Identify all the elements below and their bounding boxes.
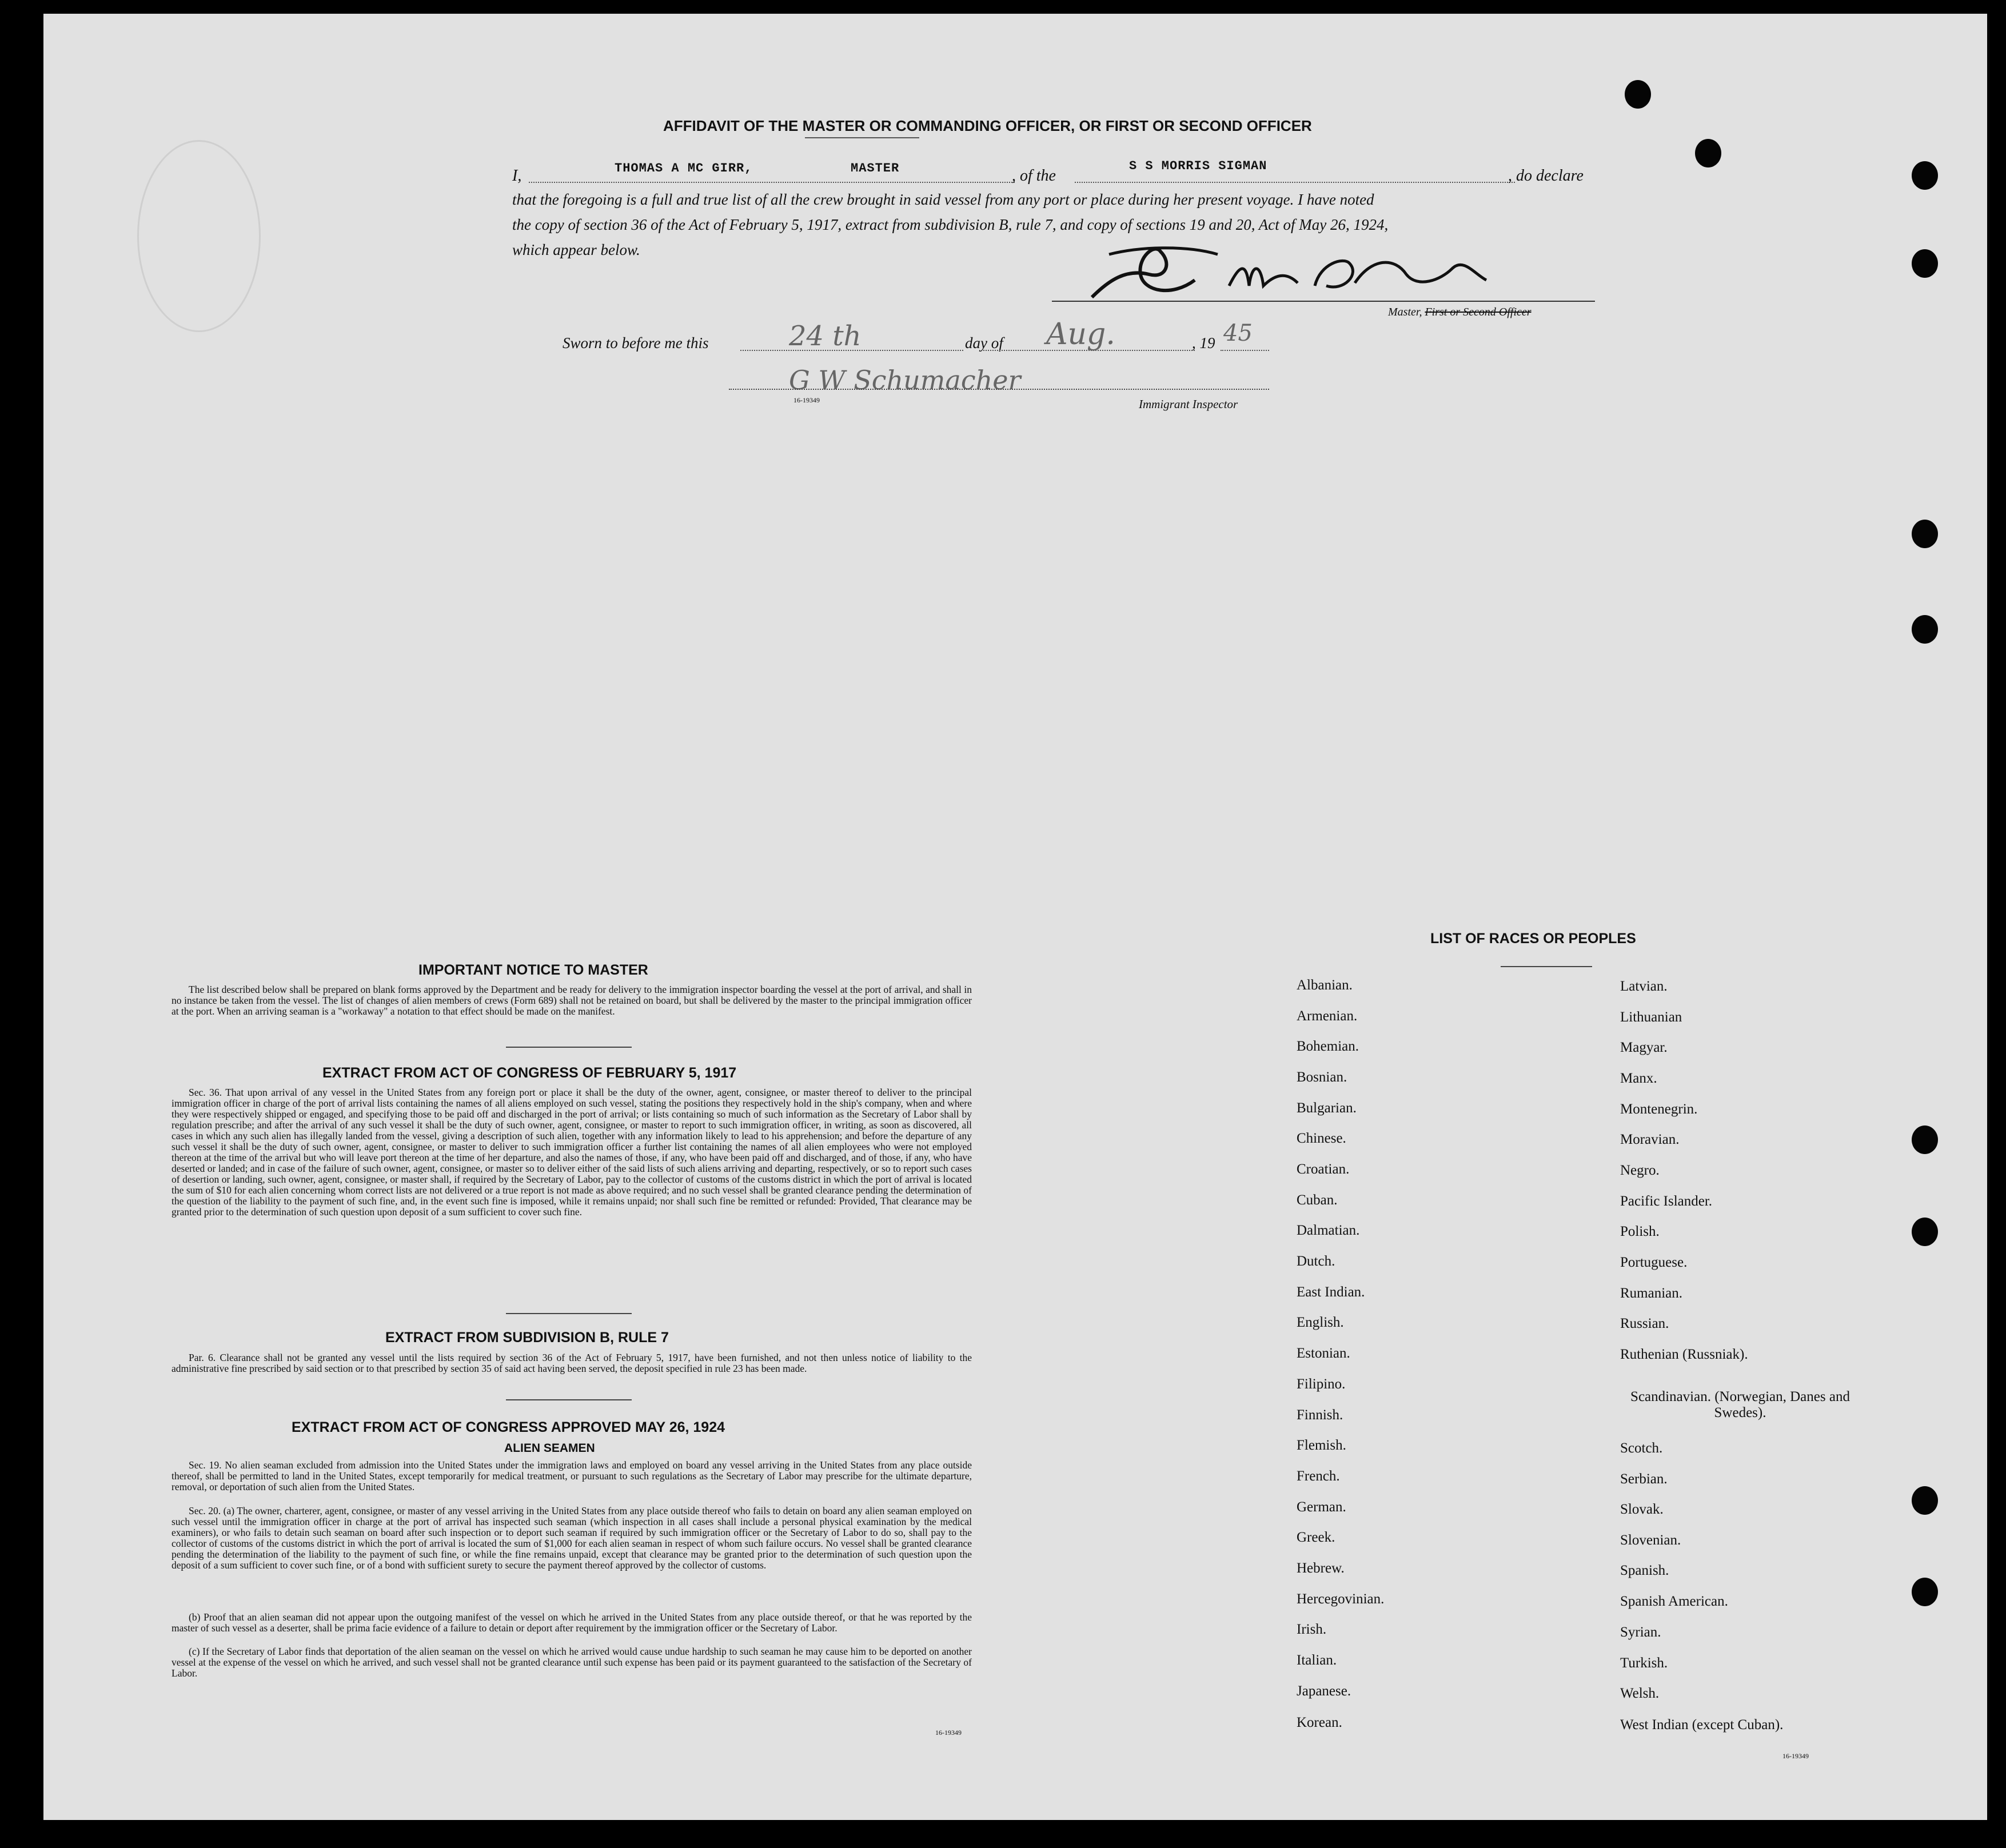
- inspector-line: [729, 389, 1269, 390]
- year-line: [1221, 350, 1269, 351]
- race-item: German.: [1297, 1499, 1346, 1515]
- races-left-column: [1297, 977, 1554, 1749]
- race-item: Slovak.: [1620, 1502, 1664, 1517]
- race-item: Montenegrin.: [1620, 1101, 1698, 1117]
- notice-title: IMPORTANT NOTICE TO MASTER: [418, 962, 648, 978]
- race-item: Bosnian.: [1297, 1069, 1347, 1085]
- race-item: Greek.: [1297, 1530, 1335, 1545]
- race-item: Scandinavian. (Norwegian, Danes and Swedes).: [1630, 1389, 1850, 1420]
- punch-hole: [1912, 1125, 1938, 1154]
- race-item: Magyar.: [1620, 1040, 1668, 1055]
- race-item: Chinese.: [1297, 1131, 1346, 1146]
- form-number: 16-19349: [793, 396, 820, 404]
- section-19-text: Sec. 19. No alien seaman excluded from admission into the United States under the immigration laws and employed on board any vessel arriving in the United States from any place outside thereof, shall be permitted to land in the United States, except temporarily for medical treatment, or pursuant to such regulations as the Secretary of Labor may prescribe for the ultimate departure, removal, or deportation of such alien from the United States.: [172, 1459, 972, 1492]
- race-item: Bulgarian.: [1297, 1100, 1357, 1116]
- race-item: Italian.: [1297, 1653, 1337, 1668]
- affidavit-body-line3: which appear below.: [512, 241, 640, 258]
- punch-hole: [1912, 249, 1938, 278]
- name-line: [529, 182, 1015, 183]
- race-item: Manx.: [1620, 1071, 1657, 1086]
- punch-hole: [1912, 1578, 1938, 1606]
- punch-hole: [1912, 1218, 1938, 1246]
- punch-hole: [1912, 615, 1938, 644]
- race-item: Estonian.: [1297, 1346, 1350, 1361]
- race-item: Spanish American.: [1620, 1594, 1728, 1609]
- race-item: Ruthenian (Russniak).: [1620, 1347, 1748, 1362]
- vessel-line: [1075, 182, 1515, 183]
- race-item: Rumanian.: [1620, 1286, 1683, 1301]
- race-item: Scotch.: [1620, 1440, 1663, 1456]
- race-item: Dutch.: [1297, 1254, 1335, 1269]
- race-item: Russian.: [1620, 1316, 1669, 1331]
- race-item: Lithuanian: [1620, 1009, 1682, 1025]
- punch-hole: [1912, 1486, 1938, 1515]
- section-20a-text: Sec. 20. (a) The owner, charterer, agent, consignee, or master of any vessel arriving in the United States from any place outside thereof who fails to detain on board any alien seaman employed on such vessel until the immigration officer in charge at the port of arrival has inspected such seaman (which inspection in all cases shall include a personal physical examination by the medical examiners), or who fails to detain such seaman on board after such inspection or to deport such seaman if required by such immigration officer or the Secretary of Labor to do so, shall pay to the collector of customs of the customs district in which the port of arrival is located the sum of $1,000 for each alien seaman in respect of whom such failure occurs. No vessel shall be granted clearance pending the determination of the liability to the payment of such fine, or while the fine remains unpaid, except that clearance may be granted prior to the determination of such question upon the deposit of a sum sufficient to cover such fine, or of a bond with sufficient surety to secure the payment thereof approved by the collector of customs.: [172, 1505, 972, 1571]
- race-item: Moravian.: [1620, 1132, 1680, 1147]
- race-item: Serbian.: [1620, 1471, 1668, 1487]
- divider: [805, 137, 919, 138]
- race-item: Latvian.: [1620, 979, 1668, 994]
- master-signature: [1075, 240, 1561, 309]
- sworn-prefix: Sworn to before me this: [563, 334, 709, 352]
- races-right-column: [1620, 979, 1872, 1756]
- race-item: Spanish.: [1620, 1563, 1669, 1578]
- section-20b-text: (b) Proof that an alien seaman did not appear upon the outgoing manifest of the vessel on which he arrived in the United States from any place outside thereof, or that he was reported by the master of such vessel as a deserter, shall be prima facie evidence of a failure to detain or deport after requirement by the immigration officer or the Secretary of Labor.: [172, 1611, 972, 1634]
- punch-hole: [1912, 161, 1938, 190]
- divider: [1501, 966, 1592, 967]
- sworn-year: 45: [1223, 320, 1253, 346]
- extract-1924-subtitle: ALIEN SEAMEN: [504, 1442, 595, 1455]
- extract-rule7-title: EXTRACT FROM SUBDIVISION B, RULE 7: [385, 1330, 669, 1346]
- race-item: Negro.: [1620, 1163, 1660, 1178]
- race-item: Pacific Islander.: [1620, 1194, 1713, 1209]
- race-item: Syrian.: [1620, 1625, 1661, 1640]
- divider: [506, 1399, 632, 1400]
- race-item: Bohemian.: [1297, 1039, 1359, 1054]
- inspector-caption: Immigrant Inspector: [1139, 397, 1238, 411]
- extract-1924-title: EXTRACT FROM ACT OF CONGRESS APPROVED MAY 26, 1924: [292, 1419, 725, 1435]
- race-item: English.: [1297, 1315, 1344, 1330]
- form-number: 16-19349: [935, 1729, 962, 1737]
- races-title: LIST OF RACES OR PEOPLES: [1430, 931, 1636, 947]
- race-item: Welsh.: [1620, 1686, 1660, 1701]
- embossed-seal: [137, 140, 261, 332]
- race-item: Armenian.: [1297, 1008, 1358, 1024]
- race-item: Polish.: [1620, 1224, 1660, 1239]
- race-item: French.: [1297, 1468, 1340, 1484]
- inspector-signature: G W Schumacher: [789, 365, 1021, 396]
- form-number: 16-19349: [1782, 1752, 1809, 1760]
- affidavit-title: AFFIDAVIT OF THE MASTER OR COMMANDING OFFICER, OR FIRST OR SECOND OFFICER: [663, 117, 1312, 134]
- divider: [506, 1047, 632, 1048]
- race-item: East Indian.: [1297, 1284, 1365, 1300]
- affidavit-body-line2: the copy of section 36 of the Act of February 5, 1917, extract from subdivision B, rule 7, and copy of sections 19 and 20, Act of May 26, 1924,: [512, 216, 1389, 233]
- race-item: Hercegovinian.: [1297, 1591, 1385, 1607]
- notice-text: The list described below shall be prepared on blank forms approved by the Department and be ready for delivery to the immigration inspector boarding the vessel at the port of arrival, and shall in no instance be taken from the vessel. The list of changes of alien members of crews (Form 689) shall not be retained on board, but shall be delivered by the master to the principal immigration officer at the port. When an arriving seaman is a "workaway" a notation to that effect should be made on the manifest.: [172, 984, 972, 1017]
- punch-hole: [1625, 80, 1651, 109]
- do-declare-text: , do declare: [1508, 167, 1584, 185]
- race-item: Cuban.: [1297, 1192, 1338, 1208]
- vessel-name: S S MORRIS SIGMAN: [1129, 159, 1267, 173]
- affidavit-body-line1: that the foregoing is a full and true list of all the crew brought in said vessel from any port or place during her present voyage. I have noted: [512, 191, 1374, 208]
- signature-line: [1052, 301, 1595, 302]
- signature-caption: [1388, 306, 1532, 319]
- year-prefix: , 19: [1192, 334, 1215, 352]
- race-item: Korean.: [1297, 1715, 1342, 1730]
- struck-caption: First or Second Officer: [1425, 306, 1532, 318]
- extract-1917-title: EXTRACT FROM ACT OF CONGRESS OF FEBRUARY 5, 1917: [322, 1065, 737, 1081]
- race-item: Hebrew.: [1297, 1560, 1345, 1576]
- race-item: Japanese.: [1297, 1683, 1351, 1699]
- punch-hole: [1695, 139, 1721, 167]
- sworn-month: Aug.: [1046, 317, 1115, 352]
- race-item: Portuguese.: [1620, 1255, 1688, 1270]
- extract-1917-text: Sec. 36. That upon arrival of any vessel in the United States from any foreign port or place it shall be the duty of the owner, agent, consignee, or master thereof to deliver to the principal immigration officer in charge of the port of arrival lists containing the names of all aliens employed on such vessel, stating the positions they respectively hold in the ship's company, when and where they were respectively shipped or engaged, and specifying those to be paid off and discharged in the port of arrival; or lists containing so much of such information as the Secretary of Labor shall by regulation prescribe; and after the arrival of any such vessel it shall be the duty of such owner, agent, consignee, or master to report to such immigration officer, in writing, as soon as discovered, all cases in which any such alien has illegally landed from the vessel, giving a description of such alien, together with any information likely to lead to his apprehension; and before the departure of any such vessel it shall be the duty of such owner, agent, consignee, or master to deliver to such immigration officer a further list containing the names of all alien employees who were not employed thereon at the time of the arrival but who will leave port thereon at the time of her departure, and also the names of those, if any, who have been paid off and discharged, and of those, if any, who have deserted or landed; and in case of the failure of such owner, agent, consignee, or master so to deliver either of the said lists of such aliens arriving and departing, respectively, or so to report such cases of desertion or landing, such owner, agent, consignee, or master shall, if required by the Secretary of Labor, pay to the collector of customs of the customs district in which the port of arrival is located the sum of $10 for each alien concerning whom correct lists are not delivered or a true report is not made as above required; and no such vessel shall be granted clearance pending the determination of the question of the liability to the payment of such fine, and, in the event such fine is imposed, while it remains unpaid; nor shall such fine be remitted or refunded: Provided, That clearance may be granted prior to the determination of such question upon deposit of a sum sufficient to cover such fine.: [172, 1087, 972, 1218]
- extract-rule7-text: Par. 6. Clearance shall not be granted any vessel until the lists required by section 36 of the Act of February 5, 1917, have been furnished, and not then unless notice of liability to the administrative fine prescribed by said section or to that prescribed by section 35 of said act having been served, the deposit specified in rule 23 has been made.: [172, 1352, 972, 1374]
- section-20c-text: (c) If the Secretary of Labor finds that deportation of the alien seaman on the vessel on which he arrived would cause undue hardship to such seaman he may cause him to be deported on another vessel at the expense of the vessel on which he arrived, and such vessel shall not be granted clearance until such expense has been paid or its payment guaranteed to the satisfaction of the Secretary of Labor.: [172, 1646, 972, 1679]
- race-item: Filipino.: [1297, 1376, 1346, 1392]
- sworn-day: 24 th: [789, 320, 862, 352]
- race-item: Slovenian.: [1620, 1532, 1681, 1548]
- race-item: West Indian (except Cuban).: [1620, 1717, 1784, 1733]
- master-caption: Master,: [1388, 306, 1422, 318]
- master-rank: MASTER: [851, 161, 900, 175]
- punch-hole: [1912, 520, 1938, 548]
- race-item: Croatian.: [1297, 1162, 1350, 1177]
- i-prefix: I,: [512, 167, 522, 185]
- master-name: THOMAS A MC GIRR,: [615, 161, 753, 175]
- race-item: Dalmatian.: [1297, 1223, 1360, 1238]
- race-item: Finnish.: [1297, 1407, 1343, 1423]
- of-the-text: , of the: [1012, 167, 1056, 185]
- divider: [506, 1313, 632, 1314]
- race-item: Albanian.: [1297, 977, 1353, 993]
- race-item: Turkish.: [1620, 1655, 1668, 1671]
- day-of-text: day of: [965, 334, 1003, 352]
- race-item: Irish.: [1297, 1622, 1327, 1637]
- race-item: Flemish.: [1297, 1438, 1346, 1453]
